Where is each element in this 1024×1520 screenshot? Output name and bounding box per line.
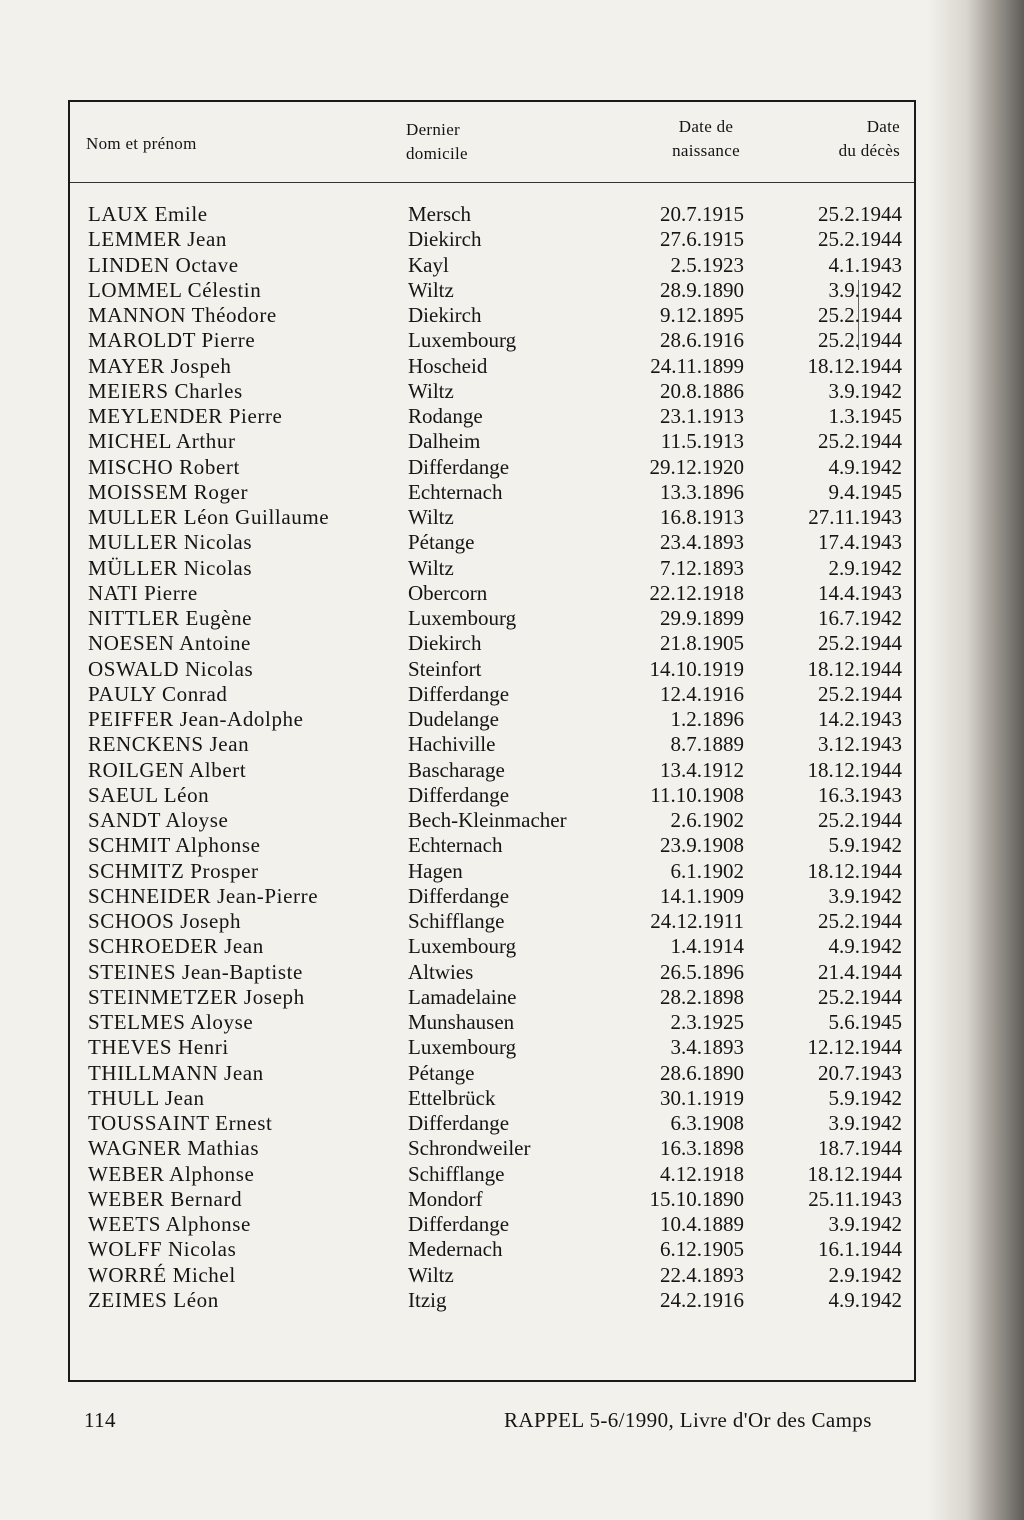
table-row: [70, 1162, 914, 1187]
last-domicile: Diekirch: [408, 631, 482, 656]
death-date: 16.1.1944: [818, 1237, 902, 1262]
last-domicile: Wiltz: [408, 505, 454, 529]
last-domicile: Differdange: [408, 681, 510, 706]
last-domicile: Obercorn: [408, 580, 488, 605]
person-name: MISCHO Robert: [88, 454, 240, 479]
person-name: SCHMIT Alphonse: [88, 833, 261, 858]
death-date: 16.7.1942: [818, 606, 902, 630]
death-date: 16.3.1943: [818, 782, 902, 807]
birth-date: 28.6.1890: [660, 1060, 744, 1085]
birth-date: 29.9.1899: [660, 606, 744, 630]
death-date: 3.9.1942: [828, 277, 902, 302]
birth-date: 4.12.1918: [660, 1161, 744, 1186]
person-name: SANDT Aloyse: [88, 808, 229, 832]
person-name: LINDEN Octave: [88, 252, 239, 277]
birth-date: 24.11.1899: [650, 353, 744, 378]
birth-date: 7.12.1893: [660, 555, 744, 580]
table-row: [70, 581, 914, 606]
table-row: [70, 1035, 914, 1060]
birth-date: 16.3.1898: [660, 1136, 744, 1161]
death-date: 4.9.1942: [828, 454, 902, 479]
person-name: LAUX Emile: [88, 202, 208, 226]
death-date: 5.9.1942: [828, 833, 902, 858]
death-date: 4.1.1943: [828, 252, 902, 277]
table-row: [70, 1237, 914, 1262]
person-name: WEBER Alphonse: [88, 1161, 255, 1186]
table-row: [70, 202, 914, 227]
table-row: [70, 278, 914, 303]
death-date: 21.4.1944: [818, 959, 902, 984]
table-row: [70, 1061, 914, 1086]
birth-date: 14.1.1909: [660, 883, 744, 908]
table-row: [70, 682, 914, 707]
death-date: 25.2.1944: [818, 303, 902, 327]
person-name: OSWALD Nicolas: [88, 656, 254, 681]
table-row: [70, 909, 914, 934]
person-name: MAROLDT Pierre: [88, 328, 256, 353]
last-domicile: Luxembourg: [408, 1035, 517, 1060]
person-name: MAYER Jospeh: [88, 353, 232, 378]
table-row: [70, 884, 914, 909]
last-domicile: Pétange: [408, 1060, 475, 1085]
person-name: WEETS Alphonse: [88, 1212, 251, 1236]
person-name: STEINMETZER Joseph: [88, 984, 305, 1009]
table-row: [70, 1187, 914, 1212]
table-row: [70, 328, 914, 353]
death-date: 1.3.1945: [828, 404, 902, 428]
table-row: [70, 556, 914, 581]
last-domicile: Pétange: [408, 530, 475, 555]
death-date: 27.11.1943: [808, 505, 902, 529]
last-domicile: Bascharage: [408, 757, 505, 782]
birth-date: 26.5.1896: [660, 959, 744, 984]
table-row: [70, 1136, 914, 1161]
table-row: [70, 985, 914, 1010]
death-date: 25.2.1944: [818, 984, 902, 1009]
person-name: SAEUL Léon: [88, 782, 210, 807]
person-name: MEIERS Charles: [88, 378, 243, 403]
birth-date: 11.5.1913: [660, 429, 744, 454]
birth-date: 22.4.1893: [660, 1262, 744, 1287]
death-date: 2.9.1942: [828, 1262, 902, 1287]
death-date: 4.9.1942: [828, 934, 902, 959]
death-date: 14.2.1943: [818, 707, 902, 731]
birth-date: 24.2.1916: [660, 1287, 744, 1312]
birth-date: 8.7.1889: [670, 732, 744, 757]
person-name: MULLER Léon Guillaume: [88, 505, 330, 529]
table-row: [70, 934, 914, 959]
table-row: [70, 631, 914, 656]
table-row: [70, 833, 914, 858]
death-date: 25.2.1944: [818, 202, 902, 226]
death-date: 18.7.1944: [818, 1136, 902, 1161]
last-domicile: Echternach: [408, 833, 503, 858]
last-domicile: Mondorf: [408, 1186, 483, 1211]
death-date: 2.9.1942: [828, 555, 902, 580]
person-name: MEYLENDER Pierre: [88, 404, 283, 428]
table-row: [70, 1010, 914, 1035]
birth-date: 30.1.1919: [660, 1085, 744, 1110]
death-date: 18.12.1944: [807, 353, 902, 378]
death-date: 3.9.1942: [828, 883, 902, 908]
death-date: 3.9.1942: [828, 1111, 902, 1135]
last-domicile: Differdange: [408, 883, 510, 908]
birth-date: 6.3.1908: [670, 1111, 744, 1135]
table-row: [70, 707, 914, 732]
table-row: [70, 1212, 914, 1237]
death-date: 12.12.1944: [807, 1035, 902, 1060]
table-row: [70, 1263, 914, 1288]
person-name: WORRÉ Michel: [88, 1262, 236, 1287]
last-domicile: Lamadelaine: [408, 984, 517, 1009]
person-name: STELMES Aloyse: [88, 1010, 254, 1034]
person-name: MICHEL Arthur: [88, 429, 236, 454]
last-domicile: Luxembourg: [408, 606, 517, 630]
person-name: LEMMER Jean: [88, 227, 227, 252]
last-domicile: Bech-Kleinmacher: [408, 808, 567, 832]
last-domicile: Hagen: [408, 858, 463, 883]
death-date: 17.4.1943: [818, 530, 902, 555]
person-name: TOUSSAINT Ernest: [88, 1111, 273, 1135]
death-date: 18.12.1944: [807, 1161, 902, 1186]
birth-date: 20.7.1915: [660, 202, 744, 226]
person-name: MANNON Théodore: [88, 303, 277, 327]
header-birth-date: Date de naissance: [672, 117, 740, 160]
person-name: PEIFFER Jean-Adolphe: [88, 707, 304, 731]
person-name: RENCKENS Jean: [88, 732, 250, 757]
birth-date: 15.10.1890: [649, 1186, 744, 1211]
death-date: 25.11.1943: [808, 1186, 902, 1211]
last-domicile: Differdange: [408, 1111, 510, 1135]
birth-date: 24.12.1911: [650, 909, 744, 933]
birth-date: 13.4.1912: [660, 757, 744, 782]
birth-date: 21.8.1905: [660, 631, 744, 656]
last-domicile: Wiltz: [408, 378, 454, 403]
last-domicile: Hachiville: [408, 732, 496, 757]
table-row: [70, 657, 914, 682]
birth-date: 23.4.1893: [660, 530, 744, 555]
last-domicile: Steinfort: [408, 656, 482, 681]
table-row: [70, 227, 914, 252]
death-date: 18.12.1944: [807, 757, 902, 782]
birth-date: 28.2.1898: [660, 984, 744, 1009]
person-name: WOLFF Nicolas: [88, 1237, 237, 1262]
person-name: MOISSEM Roger: [88, 479, 249, 504]
person-name: MÜLLER Nicolas: [88, 555, 253, 580]
last-domicile: Dalheim: [408, 429, 481, 454]
death-date: 25.2.1944: [818, 909, 902, 933]
birth-date: 29.12.1920: [649, 454, 744, 479]
birth-date: 23.9.1908: [660, 833, 744, 858]
birth-date: 2.3.1925: [670, 1010, 744, 1034]
birth-date: 2.5.1923: [670, 252, 744, 277]
birth-date: 12.4.1916: [660, 681, 744, 706]
birth-date: 20.8.1886: [660, 378, 744, 403]
header-name: Nom et prénom: [86, 134, 197, 153]
person-name: ZEIMES Léon: [88, 1287, 219, 1312]
death-date: 9.4.1945: [828, 479, 902, 504]
last-domicile: Kayl: [408, 252, 449, 277]
table-row: [70, 505, 914, 530]
death-date: 4.9.1942: [828, 1287, 902, 1312]
birth-date: 27.6.1915: [660, 227, 744, 252]
header-domicile: Dernier domicile: [406, 120, 468, 163]
person-name: THULL Jean: [88, 1085, 205, 1110]
last-domicile: Altwies: [408, 959, 474, 984]
person-name: WEBER Bernard: [88, 1186, 243, 1211]
page-number: 114: [84, 1408, 116, 1432]
death-date: 25.2.1944: [818, 631, 902, 656]
death-date: 20.7.1943: [818, 1060, 902, 1085]
table-row: [70, 1288, 914, 1313]
birth-date: 28.9.1890: [660, 277, 744, 302]
birth-date: 6.1.1902: [670, 858, 744, 883]
death-date: 5.6.1945: [828, 1010, 902, 1034]
death-date: 25.2.1944: [818, 808, 902, 832]
person-name: ROILGEN Albert: [88, 757, 247, 782]
page-spine-shadow: [928, 0, 1024, 1520]
source-citation: RAPPEL 5-6/1990, Livre d'Or des Camps: [504, 1408, 872, 1432]
person-name: NATI Pierre: [88, 580, 198, 605]
death-date: 3.9.1942: [828, 1212, 902, 1236]
birth-date: 1.2.1896: [670, 707, 744, 731]
birth-date: 1.4.1914: [670, 934, 744, 959]
person-name: NITTLER Eugène: [88, 606, 253, 630]
table-row: [70, 1111, 914, 1136]
death-date: 25.2.1944: [818, 681, 902, 706]
table-row: [70, 1086, 914, 1111]
memorial-table: [68, 100, 916, 1382]
last-domicile: Luxembourg: [408, 934, 517, 959]
last-domicile: Echternach: [408, 479, 503, 504]
last-domicile: Rodange: [408, 404, 483, 428]
table-row: [70, 960, 914, 985]
table-row: [70, 480, 914, 505]
death-date: 25.2.1944: [818, 227, 902, 252]
table-row: [70, 859, 914, 884]
table-row: [70, 783, 914, 808]
last-domicile: Diekirch: [408, 227, 482, 252]
person-name: WAGNER Mathias: [88, 1136, 260, 1161]
birth-date: 9.12.1895: [660, 303, 744, 327]
table-row: [70, 429, 914, 454]
death-date: 25.2.1944: [818, 328, 902, 353]
last-domicile: Differdange: [408, 1212, 510, 1236]
table-row: [70, 808, 914, 833]
table-row: [70, 379, 914, 404]
last-domicile: Mersch: [408, 202, 471, 226]
table-row: [70, 253, 914, 278]
table-row: [70, 303, 914, 328]
birth-date: 2.6.1902: [670, 808, 744, 832]
table-row: [70, 606, 914, 631]
last-domicile: Diekirch: [408, 303, 482, 327]
table-row: [70, 758, 914, 783]
person-name: THILLMANN Jean: [88, 1060, 264, 1085]
birth-date: 22.12.1918: [649, 580, 744, 605]
birth-date: 10.4.1889: [660, 1212, 744, 1236]
last-domicile: Medernach: [408, 1237, 503, 1262]
person-name: SCHOOS Joseph: [88, 909, 242, 933]
last-domicile: Wiltz: [408, 1262, 454, 1287]
death-date: 3.9.1942: [828, 378, 902, 403]
header-death-date: Date du décès: [838, 117, 900, 160]
person-name: STEINES Jean-Baptiste: [88, 959, 303, 984]
birth-date: 14.10.1919: [649, 656, 744, 681]
birth-date: 3.4.1893: [670, 1035, 744, 1060]
person-name: LOMMEL Célestin: [88, 277, 262, 302]
person-name: PAULY Conrad: [88, 681, 228, 706]
death-date: 5.9.1942: [828, 1085, 902, 1110]
last-domicile: Luxembourg: [408, 328, 517, 353]
last-domicile: Schifflange: [408, 1161, 505, 1186]
death-date: 14.4.1943: [818, 580, 902, 605]
table-row: [70, 732, 914, 757]
last-domicile: Itzig: [408, 1287, 447, 1312]
birth-date: 11.10.1908: [650, 782, 744, 807]
table-row: [70, 404, 914, 429]
person-name: SCHMITZ Prosper: [88, 858, 259, 883]
last-domicile: Wiltz: [408, 555, 454, 580]
last-domicile: Schifflange: [408, 909, 505, 933]
table-body: [70, 202, 914, 1313]
last-domicile: Munshausen: [408, 1010, 515, 1034]
person-name: SCHROEDER Jean: [88, 934, 264, 959]
header-rule: [70, 182, 914, 183]
table-row: [70, 455, 914, 480]
table-row: [70, 354, 914, 379]
birth-date: 13.3.1896: [660, 479, 744, 504]
death-date: 18.12.1944: [807, 656, 902, 681]
person-name: SCHNEIDER Jean-Pierre: [88, 883, 319, 908]
birth-date: 28.6.1916: [660, 328, 744, 353]
last-domicile: Ettelbrück: [408, 1085, 496, 1110]
last-domicile: Schrondweiler: [408, 1136, 531, 1161]
last-domicile: Wiltz: [408, 277, 454, 302]
last-domicile: Differdange: [408, 454, 510, 479]
death-date: 25.2.1944: [818, 429, 902, 454]
table-row: [70, 530, 914, 555]
last-domicile: Dudelange: [408, 707, 499, 731]
person-name: NOESEN Antoine: [88, 631, 251, 656]
person-name: THEVES Henri: [88, 1035, 229, 1060]
death-date: 18.12.1944: [807, 858, 902, 883]
death-date: 3.12.1943: [818, 732, 902, 757]
last-domicile: Differdange: [408, 782, 510, 807]
birth-date: 6.12.1905: [660, 1237, 744, 1262]
last-domicile: Hoscheid: [408, 353, 488, 378]
birth-date: 23.1.1913: [660, 404, 744, 428]
birth-date: 16.8.1913: [660, 505, 744, 529]
person-name: MULLER Nicolas: [88, 530, 253, 555]
